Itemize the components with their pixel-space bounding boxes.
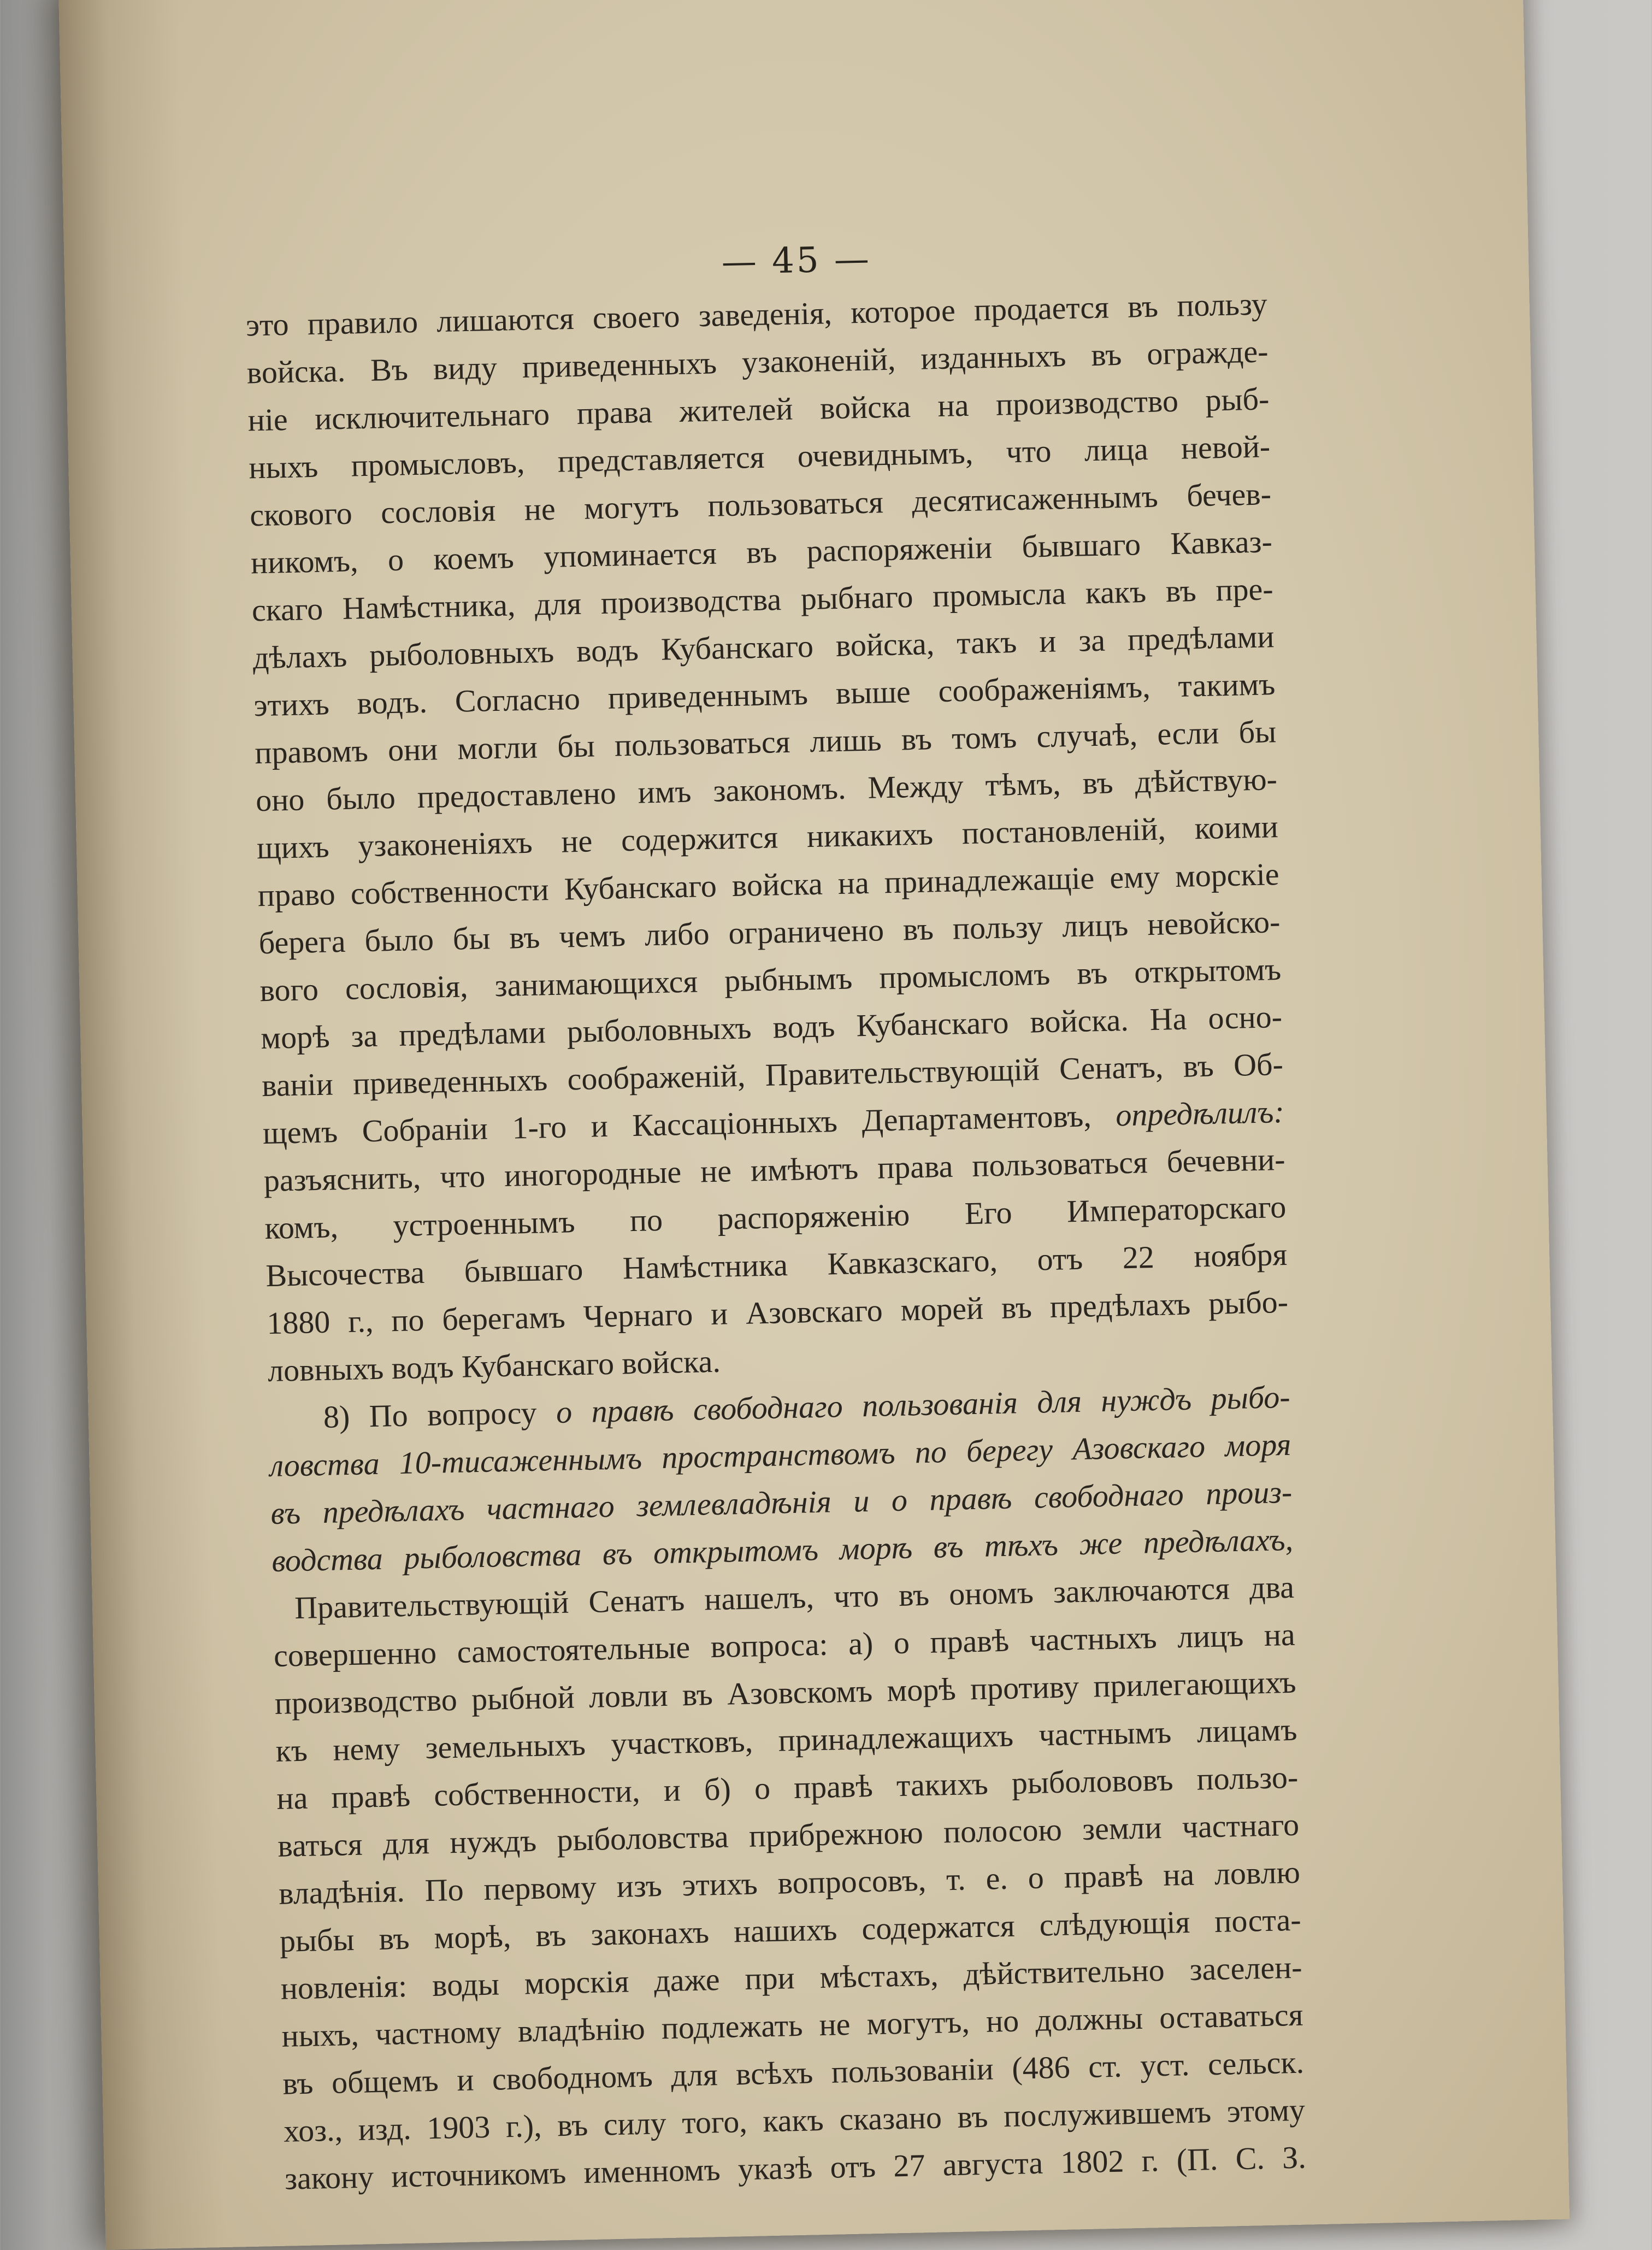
- text-line: рыбы въ морѣ, въ законахъ нашихъ содержатся слѣдующія поста-: [279, 1901, 1302, 1959]
- line-text: щемъ Собраніи 1-го и Кассаціонныхъ Департаментовъ,: [262, 1098, 1092, 1151]
- text-line: ныхъ, частному владѣнію подлежать не могутъ, но должны оставаться: [281, 1996, 1303, 2054]
- text-line: комъ, устроеннымъ по распоряженію Его Императорскаго: [264, 1188, 1287, 1246]
- italic-line: въ предѣлахъ частнаго землевладѣнія и о правѣ свободнаго произ-: [270, 1474, 1293, 1531]
- text-line: скового сословія не могутъ пользоваться десятисаженнымъ бечев-: [249, 476, 1272, 533]
- text-line: ныхъ промысловъ, представляется очевиднымъ, что лица невой-: [248, 428, 1271, 486]
- text-line: вого сословія, занимающихся рыбнымъ промысломъ въ открытомъ: [259, 951, 1282, 1009]
- text-line: щихъ узаконеніяхъ не содержится никакихъ постановленій, коими: [256, 809, 1279, 866]
- text-line: производство рыбной ловли въ Азовскомъ морѣ противу прилегающихъ: [274, 1664, 1297, 1721]
- book-page: [58, 0, 1570, 2250]
- body-text: [245, 280, 1306, 2202]
- text-line: правомъ они могли бы пользоваться лишь въ томъ случаѣ, если бы: [254, 714, 1277, 771]
- text-line: новленія: воды морскія даже при мѣстахъ, дѣйствительно заселен-: [280, 1949, 1303, 2006]
- text-line: хоз., изд. 1903 г.), въ силу того, какъ сказано въ послужившемъ этому: [283, 2092, 1306, 2149]
- text-line: ваніи приведенныхъ соображеній, Правительствующій Сенатъ, въ Об-: [261, 1046, 1284, 1104]
- text-line: Высочества бывшаго Намѣстника Кавказскаго, отъ 22 ноября: [265, 1236, 1288, 1294]
- text-line: въ общемъ и свободномъ для всѣхъ пользованіи (486 ст. уст. сельск.: [282, 2044, 1305, 2101]
- text-line: это правило лишаются своего заведенія, которое продается въ пользу: [245, 286, 1268, 343]
- text-line: закону источникомъ именномъ указѣ отъ 27 августа 1802 г. (П. С. З.: [284, 2139, 1307, 2196]
- gutter-shadow: [58, 0, 226, 2250]
- text-line: 1880 г., по берегамъ Чернаго и Азовскаго морей въ предѣлахъ рыбо-: [266, 1283, 1289, 1341]
- text-line: оно было предоставлено имъ закономъ. Между тѣмъ, въ дѣйствую-: [255, 761, 1278, 818]
- italic-line: водства рыболовства въ открытомъ морѣ въ тѣхъ же предѣлахъ,: [271, 1521, 1294, 1578]
- text-line: на правѣ собственности, и б) о правѣ такихъ рыболововъ пользо-: [276, 1759, 1299, 1816]
- text-line: право собственности Кубанскаго войска на принадлежащіе ему морскіе: [257, 856, 1280, 914]
- text-line: ваться для нуждъ рыболовства прибрежною полосою земли частнаго: [277, 1806, 1300, 1864]
- text-line: берега было бы въ чемъ либо ограничено въ пользу лицъ невойско-: [258, 904, 1281, 961]
- text-line: войска. Въ виду приведенныхъ узаконеній, изданныхъ въ огражде-: [246, 333, 1269, 391]
- text-line: морѣ за предѣлами рыболовныхъ водъ Кубанскаго войска. На осно-: [260, 999, 1283, 1056]
- text-line: никомъ, о коемъ упоминается въ распоряженіи бывшаго Кавказ-: [250, 523, 1273, 581]
- text-line: скаго Намѣстника, для производства рыбнаго промысла какъ въ пре-: [251, 571, 1274, 628]
- text-line: Правительствующій Сенатъ нашелъ, что въ ономъ заключаются два: [294, 1569, 1295, 1626]
- text-line: этихъ водъ. Согласно приведеннымъ выше соображеніямъ, такимъ: [253, 666, 1276, 723]
- paragraph-8-prefix: 8) По вопросу: [323, 1394, 538, 1435]
- italic-word: опредѣлилъ:: [1115, 1093, 1285, 1133]
- italic-text: о правѣ свободнаго пользованія для нуждъ рыбо-: [556, 1379, 1291, 1430]
- text-line: владѣнія. По первому изъ этихъ вопросовъ, т. е. о правѣ на ловлю: [278, 1854, 1301, 1911]
- text-line: къ нему земельныхъ участковъ, принадлежащихъ частнымъ лицамъ: [275, 1711, 1297, 1769]
- text-line: дѣлахъ рыболовныхъ водъ Кубанскаго войска, такъ и за предѣлами: [252, 619, 1275, 676]
- text-line: разъяснить, что иногородные не имѣютъ права пользоваться бечевни-: [263, 1141, 1286, 1199]
- text-line: ловныхъ водъ Кубанскаго войска.: [267, 1343, 721, 1389]
- text-line: совершенно самостоятельные вопроса: а) о правѣ частныхъ лицъ на: [273, 1616, 1296, 1674]
- text-line: ніе исключительнаго права жителей войска на производство рыб-: [247, 381, 1270, 438]
- italic-line: ловства 10-тисаженнымъ пространствомъ по берегу Азовскаго моря: [269, 1426, 1292, 1484]
- page-number: — 45 —: [721, 239, 872, 283]
